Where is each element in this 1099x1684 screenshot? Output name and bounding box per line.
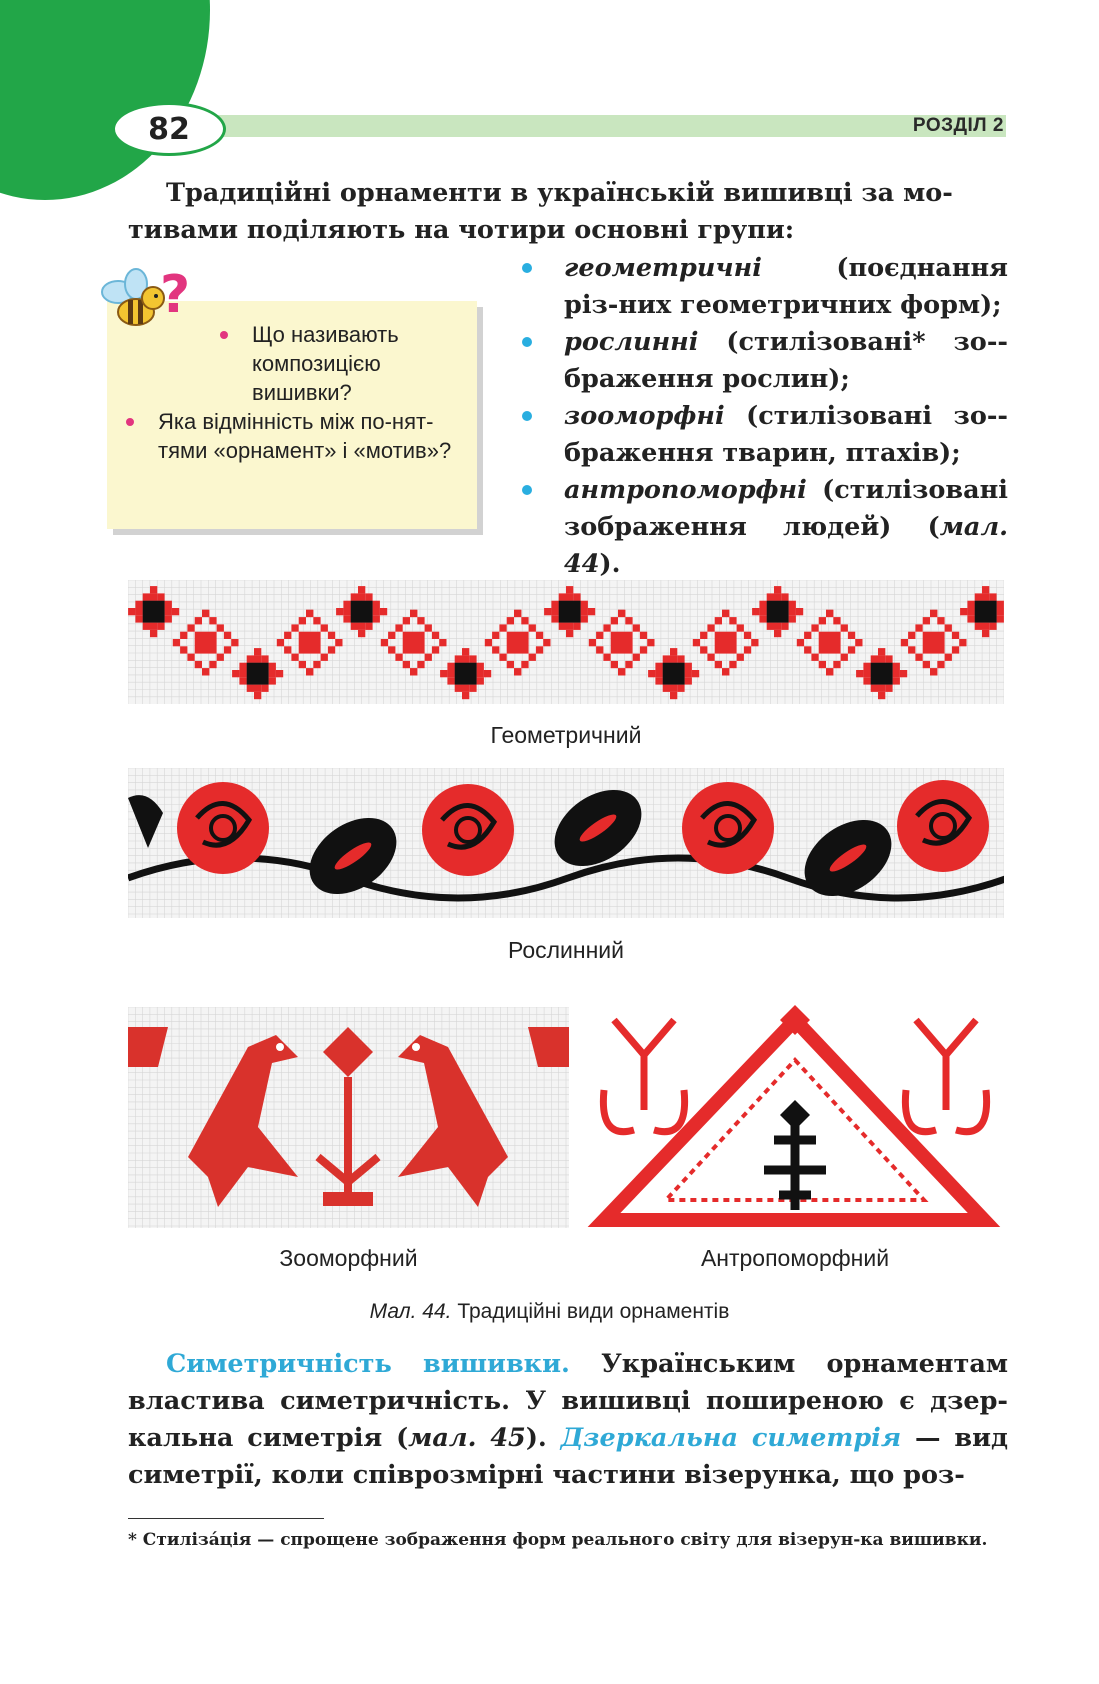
anthropomorphic-ornament [584,1000,1006,1230]
intro-paragraph [128,175,1008,249]
plant-ornament [128,768,1004,918]
figure-caption [0,1300,1099,1324]
ornament-groups-list [516,250,1008,583]
geometric-ornament [128,580,1004,704]
symmetry-heading: Симетричність вишивки. [166,1349,570,1379]
zoomorphic-caption: Зооморфний [279,1245,418,1271]
group-item [516,324,1008,398]
group-desc: (стилізовані зображення людей) ( [564,475,1008,542]
group-term: зооморфні [564,401,725,431]
questions-list [118,320,463,465]
symmetry-text-3: — вид симетрії, коли співрозмірні частини візерунка, що роз- [128,1423,1009,1490]
group-item [516,398,1008,472]
geometric-caption: Геометричний [490,722,642,748]
group-tail: ). [599,549,621,579]
footnote: * Стилізáція — спрощене зображення форм реального світу для візерун-ка вишивки. [128,1530,988,1550]
group-item [516,472,1008,583]
group-desc: (стилізовані зо-браження тварин, птахів); [564,401,1008,468]
section-label: РОЗДІЛ 2 [912,115,1004,136]
plant-caption: Рослинний [508,937,624,963]
figure-ref: мал. 44 [564,512,1008,579]
anthropomorphic-caption: Антропоморфний [700,1245,890,1271]
page-number: 82 [112,102,226,156]
figure-ref: мал. 45 [408,1423,526,1453]
question-item: Яка відмінність між по-няттями «орнамент» і «мотив»? [118,407,463,465]
group-desc: (поєднання різ-них геометричних форм); [564,253,1008,320]
symmetry-term: Дзеркальна симетрія [560,1423,902,1453]
group-term: рослинні [564,327,699,357]
figure-caption-text: Традиційні види орнаментів [451,1300,730,1323]
group-item [516,250,1008,324]
symmetry-paragraph [128,1346,1008,1494]
zoomorphic-ornament [128,1007,569,1228]
intro-line-1: Традиційні орнаменти в українській вишивці за мо- [166,178,953,208]
group-term: геометричні [564,253,762,283]
svg-text:?: ? [160,265,191,325]
symmetry-text-2: ). [525,1423,561,1453]
question-item: Що називають композицією вишивки? [118,320,463,407]
intro-line-2: тивами поділяють на чотири основні групи: [128,215,795,245]
group-desc: (стилізовані* зо-браження рослин); [564,327,1008,394]
green-corner-decoration [0,0,210,200]
footnote-rule [128,1518,324,1519]
header-band [200,115,1006,137]
symmetry-text-1: Українським орнаментам властива симетричність. У вишивці поширеною є дзер-кальна симетрія ( [128,1349,1009,1453]
group-term: антропоморфні [564,475,807,505]
figure-label: Мал. 44. [369,1300,452,1323]
